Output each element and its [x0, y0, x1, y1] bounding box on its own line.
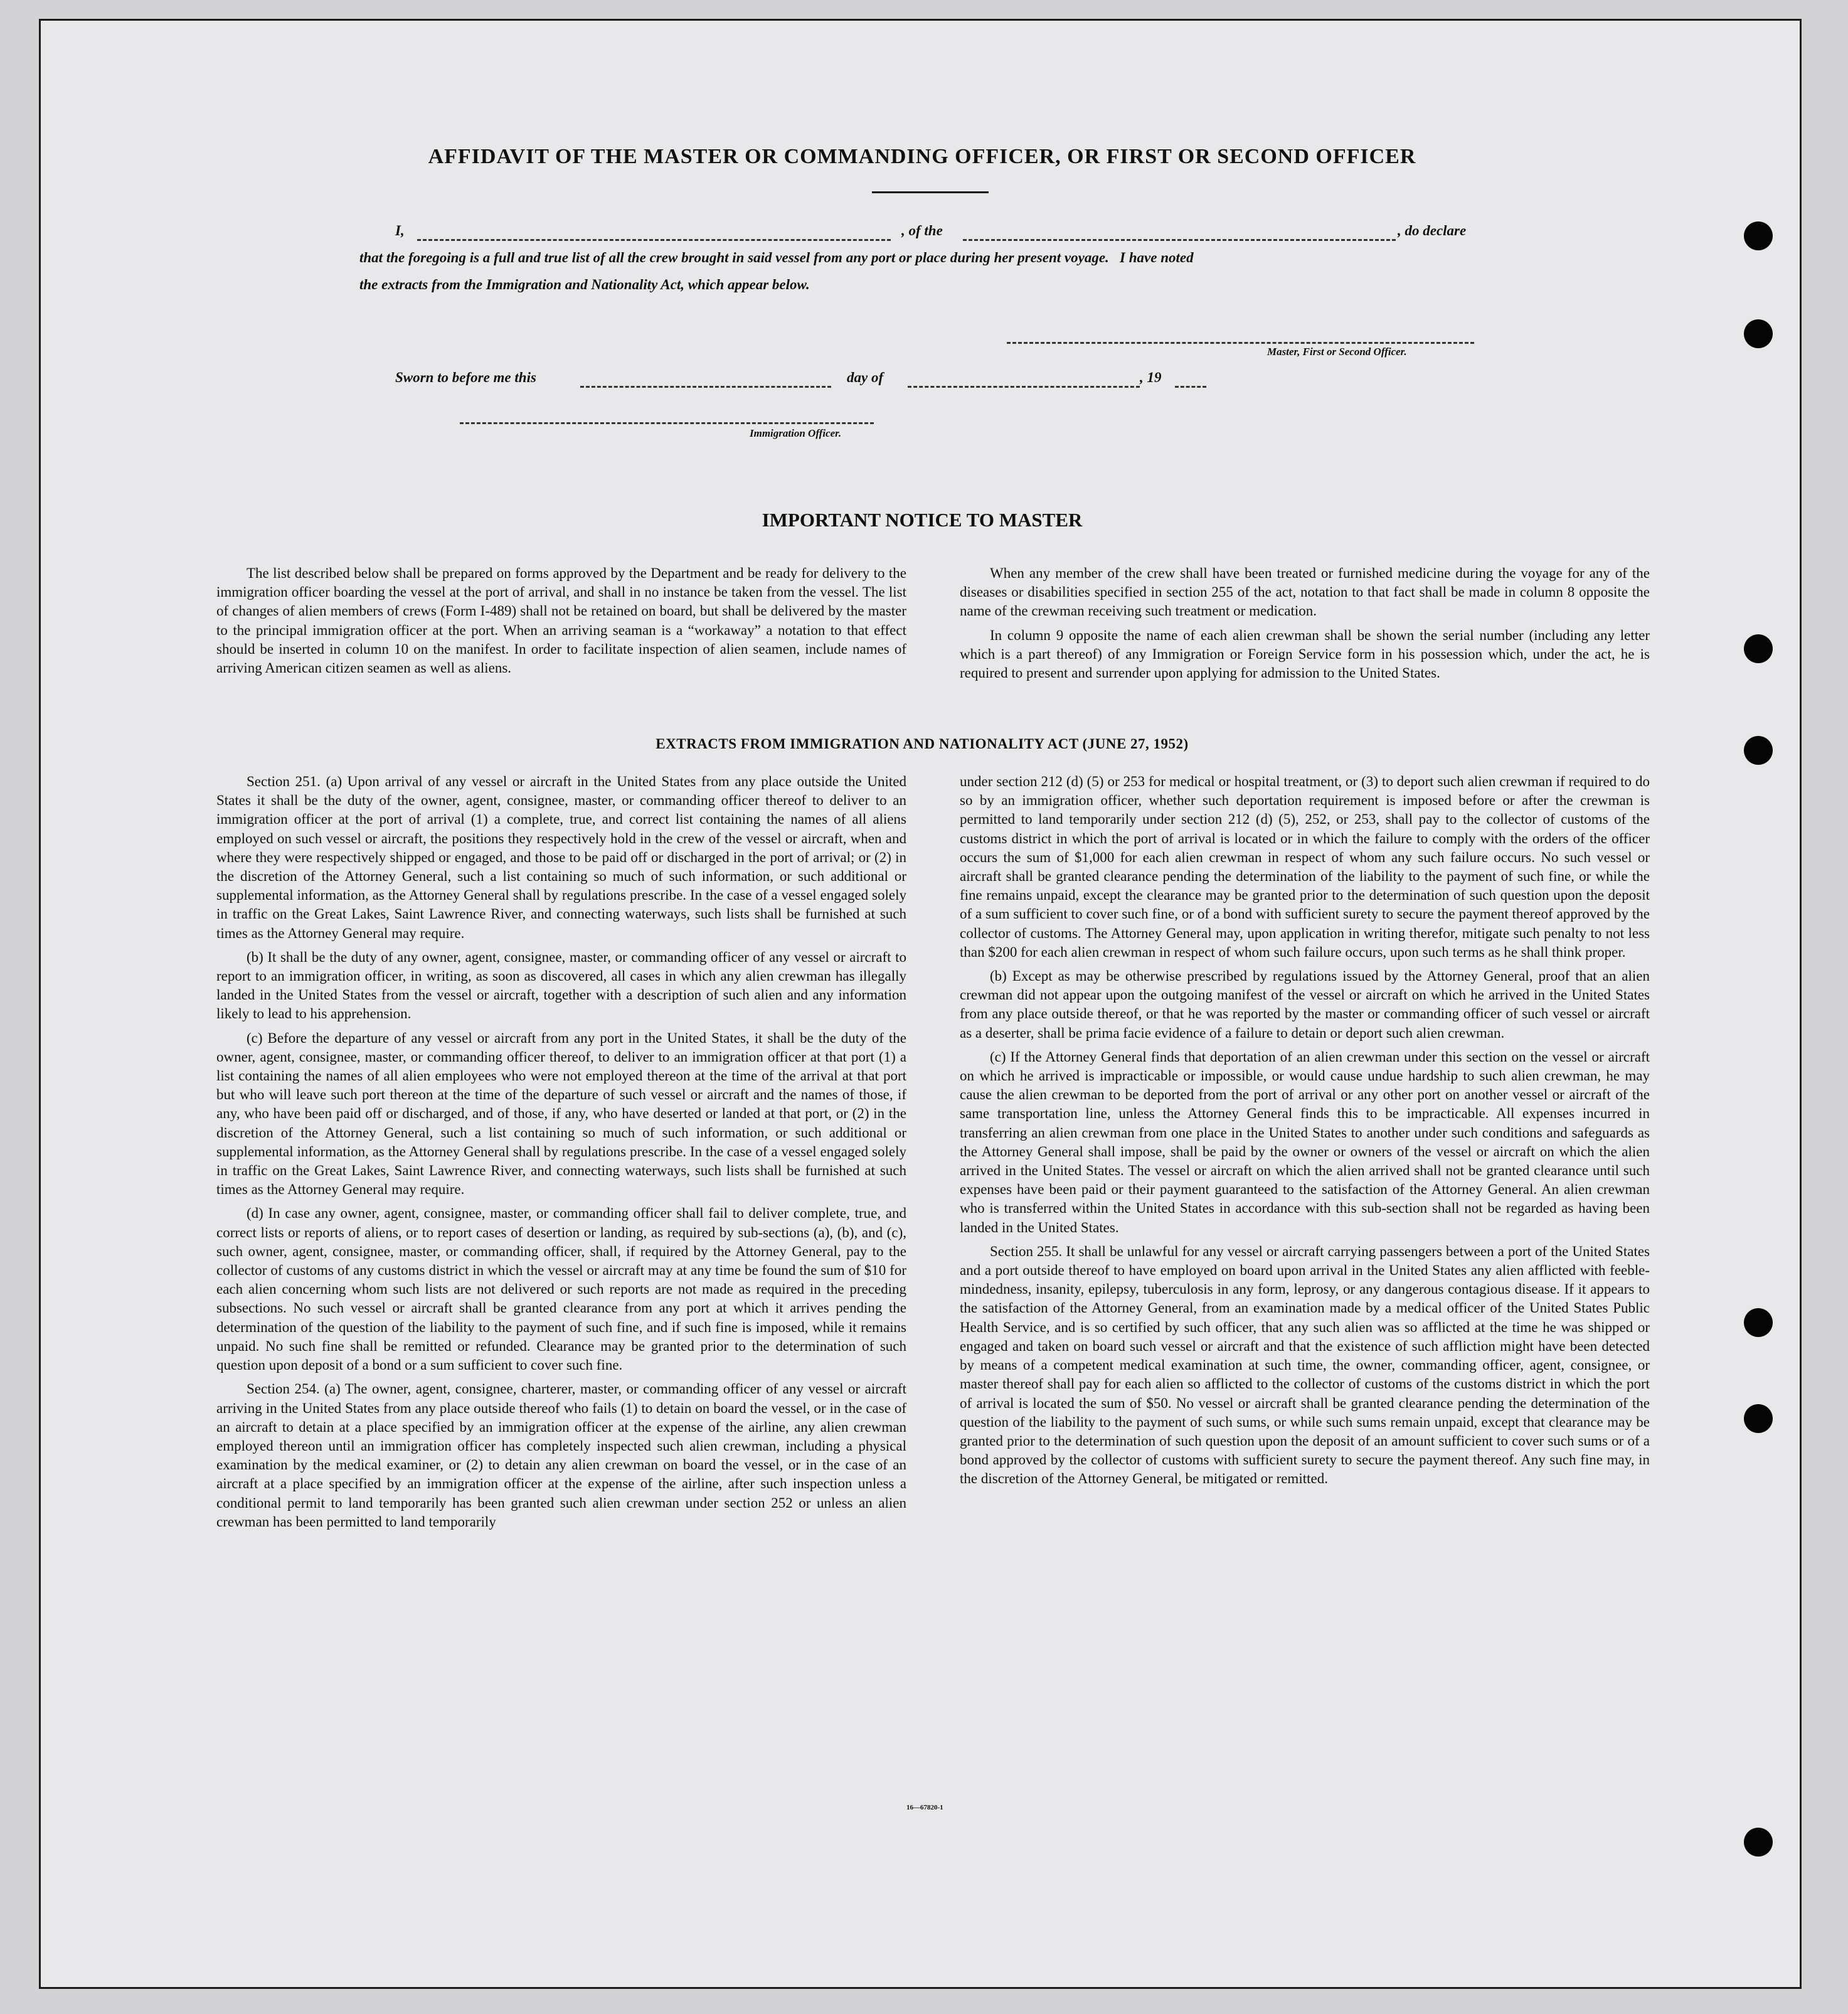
declaration-line-3: the extracts from the Immigration and Nationality Act, which appear below. — [359, 277, 810, 292]
notice-title: IMPORTANT NOTICE TO MASTER — [762, 509, 1083, 531]
binder-hole — [1744, 1828, 1773, 1857]
sworn-year-field[interactable] — [1175, 386, 1206, 388]
binder-hole — [1744, 1308, 1773, 1337]
section-254-b: (b) Except as may be otherwise prescribed by regulations issued by the Attorney General, proof that an alien crewman did not appear upon the outgoing manifest of the vessel or aircraft on which he arrived in the United States from any place outside thereof, or that he was reported by the master or commanding officer of such vessel or aircraft as a deserter, shall be prima facie evidence of a failure to detain or deport such alien crewman. — [960, 968, 1650, 1041]
binder-hole — [1744, 736, 1773, 765]
form-page — [39, 19, 1802, 1989]
binder-hole — [1744, 221, 1773, 250]
sworn-label: Sworn to before me this — [395, 370, 536, 385]
declare-label: , do declare — [1398, 223, 1467, 238]
notice-right-paragraph-1: When any member of the crew shall have been treated or furnished medicine during the voyage for any of the diseases or disabilities specified in section 255 of the act, notation to that fact shall be made in column 8 opposite the name of the crewman receiving such treatment or medication. — [960, 565, 1650, 619]
title-rule — [872, 191, 989, 193]
notice-right-column — [960, 564, 1650, 688]
section-254-a-continued: under section 212 (d) (5) or 253 for medical or hospital treatment, or (3) to deport such alien crewman if required to do so by an immigration officer, whether such deportation requirement is imposed before or after the crewman is permitted to land temporarily under section 212 (d) (5), 252, or 253, shall pay to the collector of customs of the customs district in which the port of arrival is located or in which the failure to comply with the orders of the officer occurs the sum of $1,000 for each alien crewman in respect of whom any such failure occurs. No such vessel or aircraft shall be granted clearance pending the determination of the liability to the payment of such fine, or while the fine remains unpaid, except the clearance may be granted prior to the determination of such question upon the deposit of a sum sufficient to cover such fine, or of a bond with sufficient surety to secure the payment thereof approved by the collector of customs. The Attorney General may, upon application in writing therefor, mitigate such penalty to not less than $200 for each alien crewman in respect of whom such failure occurs, upon such terms as he shall think proper. — [960, 774, 1650, 960]
section-251-b: (b) It shall be the duty of any owner, agent, consignee, master, or commanding officer of any vessel or aircraft to report to an immigration officer, in writing, as soon as discovered, all cases in which any alien crewman has illegally landed in the United States from the vessel or aircraft, together with a description of such alien and any information likely to lead to his apprehension. — [216, 949, 906, 1022]
vessel-label: , of the — [901, 223, 943, 238]
vessel-name-field[interactable] — [963, 239, 1396, 241]
extracts-title: EXTRACTS FROM IMMIGRATION AND NATIONALITY ACT (JUNE 27, 1952) — [656, 736, 1189, 752]
day-of-label: day of — [847, 370, 884, 385]
section-254-c: (c) If the Attorney General finds that deportation of an alien crewman under this section on the vessel or aircraft on which he arrived is impracticable or impossible, or would cause undue hardship to such alien crewman, he may cause the alien crewman to be deported from the port of arrival or any other port on another vessel or aircraft of the same transportation line, unless the Attorney General finds this to be impracticable. All expenses incurred in transferring an alien crewman from one place in the United States to another under such conditions and safeguards as the Attorney General shall impose, shall be paid by the owner or owners of the vessel or aircraft on which the alien arrived in the United States. The vessel or aircraft on which the alien arrived shall not be granted clearance until such expenses have been paid or their payment guaranteed to the satisfaction of the Attorney General. An alien crewman who is transferred within the United States in accordance with this sub-section shall not be regarded as having been landed in the United States. — [960, 1048, 1650, 1235]
year-label: , 19 — [1140, 370, 1162, 385]
affidavit-title: AFFIDAVIT OF THE MASTER OR COMMANDING OFFICER, OR FIRST OR SECOND OFFICER — [428, 145, 1416, 168]
extracts-right-column — [960, 772, 1650, 1494]
sworn-month-field[interactable] — [908, 386, 1140, 388]
sworn-day-field[interactable] — [580, 386, 831, 388]
form-number: 16—67820-1 — [906, 1804, 943, 1811]
declaration-line-2: that the foregoing is a full and true list of all the crew brought in said vessel from any port or place during her present voyage. I have noted — [359, 250, 1194, 265]
binder-hole — [1744, 634, 1773, 663]
declarant-name-field[interactable] — [417, 239, 891, 241]
notice-left-column — [216, 564, 906, 683]
officer-signature-label: Immigration Officer. — [750, 427, 842, 439]
section-251-a: Section 251. (a) Upon arrival of any vessel or aircraft in the United States from any place outside the United States it shall be the duty of the owner, agent, consignee, master, or commanding officer thereof to deliver to an immigration officer at the port of arrival (1) a complete, true, and correct list containing the names of all aliens employed on such vessel or aircraft, the positions they respectively hold in the crew of the vessel or aircraft, when and where they were respectively shipped or engaged, and those to be paid off or discharged in the port of arrival; or (2) in the discretion of the Attorney General, such a list containing so much of such information, or such additional or supplemental information, as the Attorney General shall by regulations prescribe. In the case of a vessel engaged solely in traffic on the Great Lakes, Saint Lawrence River, and connecting waterways, such lists shall be furnished at such times as the Attorney General may require. — [216, 774, 906, 941]
notice-right-paragraph-2: In column 9 opposite the name of each alien crewman shall be shown the serial number (including any letter which is a part thereof) of any Immigration or Foreign Service form in his possession which, under the act, he is required to present and surrender upon applying for admission to the United States. — [960, 627, 1650, 681]
notice-left-paragraph: The list described below shall be prepared on forms approved by the Department and be ready for delivery to the immigration officer boarding the vessel at the port of arrival, and shall in no instance be taken from the vessel. The list of changes of alien members of crews (Form I-489) shall not be retained on board, but shall be delivered by the master to the principal immigration officer at the port. When an arriving seaman is a “workaway” a notation to that effect should be inserted in column 10 on the manifest. In order to facilitate inspection of alien seamen, include names of arriving American citizen seamen as well as aliens. — [216, 565, 906, 676]
section-251-d: (d) In case any owner, agent, consignee, master, or commanding officer shall fail to deliver complete, true, and correct lists or reports of aliens, or to report cases of desertion or landing, as required by sub-sections (a), (b), and (c), such owner, agent, consignee, master, or commanding officer, shall, if required by the Attorney General, pay to the collector of customs of any customs district in which the vessel or aircraft may at any time be found the sum of $10 for each alien concerning whom such lists are not delivered or such reports are not made as required in the preceding subsections. No such vessel or aircraft shall be granted clearance from any port at which it arrives pending the determination of the question of the liability to the payment of such fine, and if such fine is imposed, while it remains unpaid. No such fine shall be remitted or refunded. Clearance may be granted prior to the determination of such question upon deposit of a bond or a sum sufficient to cover such fine. — [216, 1205, 906, 1373]
section-255: Section 255. It shall be unlawful for any vessel or aircraft carrying passengers between a port of the United States and a port outside thereof to have employed on board upon arrival in the United States any alien afflicted with feeble-mindedness, insanity, epilepsy, tuberculosis in any form, leprosy, or any dangerous contagious disease. If it appears to the satisfaction of the Attorney General, from an examination made by a medical officer of the United States Public Health Service, and is so certified by such officer, that any such alien was so afflicted at the time he was shipped or engaged and taken on board such vessel or aircraft and that the existence of such affliction might have been detected by means of a competent medical examination at such time, the owner, commanding officer, agent, consignee, or master thereof shall pay for each alien so afflicted to the collector of customs of the customs district in which the port of arrival is located the sum of $50. No vessel or aircraft shall be granted clearance pending the determination of the question of the liability to the payment of such sums, or while such sums remain unpaid, except that clearance may be granted prior to the determination of such question upon the deposit of an amount sufficient to cover such sums or of a bond approved by the collector of customs with sufficient surety to secure the payment thereof. Any such fine may, in the discretion of the Attorney General, be mitigated or remitted. — [960, 1243, 1650, 1487]
master-signature-label: Master, First or Second Officer. — [1267, 346, 1407, 358]
extracts-left-column — [216, 772, 906, 1537]
officer-signature-line[interactable] — [460, 422, 874, 424]
binder-hole — [1744, 319, 1773, 348]
declarant-label: I, — [395, 223, 405, 238]
master-signature-line[interactable] — [1007, 342, 1474, 344]
binder-hole — [1744, 1404, 1773, 1433]
section-251-c: (c) Before the departure of any vessel or aircraft from any port in the United States, it shall be the duty of the owner, agent, consignee, master, or commanding officer thereof, to deliver to an immigration officer at that port (1) a list containing the names of all alien employees who were not employed thereon at the time of the arrival at that port but who will leave such port thereon at the time of the departure of such vessel or aircraft and the names of those, if any, who have been paid off or discharged, and of those, if any, who have deserted or landed at that port, or (2) in the discretion of the Attorney General, such a list containing so much of such information, or such additional or supplemental information, as the Attorney General shall by regulations prescribe. In the case of a vessel engaged solely in traffic on the Great Lakes, Saint Lawrence River, and connecting waterways, such lists shall be furnished at such times as the Attorney General may require. — [216, 1030, 906, 1198]
section-254-a: Section 254. (a) The owner, agent, consignee, charterer, master, or commanding officer of any vessel or aircraft arriving in the United States from any place outside thereof who fails (1) to detain on board the vessel, or in the case of an aircraft to detain at a place specified by an immigration officer at the expense of the airline, any alien crewman employed thereon until an immigration officer has completely inspected such alien crewman, including a physical examination by the medical examiner, or (2) to detain any alien crewman on board the vessel, or in the case of an aircraft at a place specified by an immigration officer at the expense of the airline, after such inspection unless a conditional permit to land temporarily has been granted such alien crewman under section 252 or unless an alien crewman has been permitted to land temporarily — [216, 1381, 906, 1530]
